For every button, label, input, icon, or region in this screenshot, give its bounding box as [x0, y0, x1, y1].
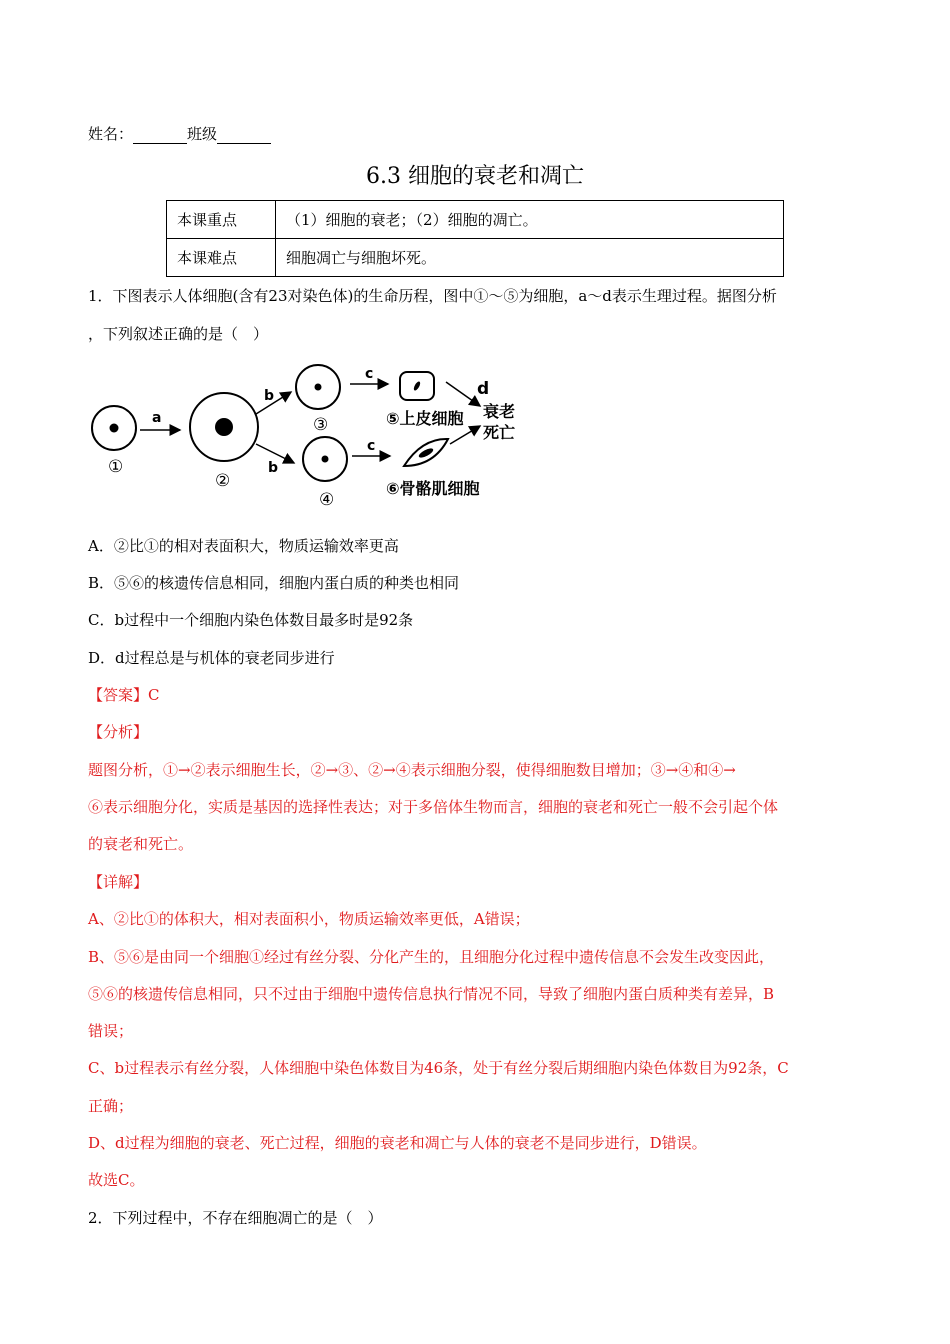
page-title: 6.3 细胞的衰老和凋亡	[366, 164, 584, 189]
outcome-line1: 衰老	[483, 402, 516, 421]
row-content: 细胞凋亡与细胞坏死。	[276, 239, 784, 277]
row-content: （1）细胞的衰老；（2）细胞的凋亡。	[276, 201, 784, 239]
row-label: 本课重点	[167, 201, 276, 239]
analysis-line: 题图分析，①→②表示细胞生长，②→③、②→④表示细胞分裂，使得细胞数目增加；③→④和④→	[88, 761, 736, 779]
q1-stem-line2: ，下列叙述正确的是（ ）	[88, 325, 269, 343]
label-a: a	[152, 410, 162, 426]
detail-line: C、b过程表示有丝分裂，人体细胞中染色体数目为46条，处于有丝分裂后期细胞内染色体数目为92条，C	[88, 1059, 789, 1077]
detail-line: 故选C。	[88, 1171, 145, 1189]
arrow-d-top	[446, 382, 480, 406]
cell-4-label: ④	[319, 490, 335, 508]
detail-line: D、d过程为细胞的衰老、死亡过程，细胞的衰老和凋亡与人体的衰老不是同步进行，D错误。	[88, 1134, 707, 1152]
option-a: A．②比①的相对表面积大，物质运输效率更高	[88, 537, 399, 555]
key-points-table	[166, 200, 784, 277]
table-row	[167, 201, 784, 239]
analysis-heading: 【分析】	[88, 723, 149, 741]
table-row	[167, 239, 784, 277]
q2-stem: 2．下列过程中，不存在细胞凋亡的是（ ）	[88, 1209, 383, 1227]
label-b-bottom: b	[268, 460, 279, 476]
row-label: 本课难点	[167, 239, 276, 277]
name-blank	[133, 128, 187, 144]
skeletal-muscle-cell	[404, 439, 448, 466]
cell-1-label: ①	[108, 457, 124, 477]
outcome-line2: 死亡	[483, 423, 516, 442]
cell-5-label: ⑤上皮细胞	[386, 409, 464, 428]
detail-heading: 【详解】	[88, 873, 149, 891]
name-label: 姓名：	[88, 125, 134, 143]
cell-6-label: ⑥骨骼肌细胞	[386, 479, 480, 498]
detail-line: A、②比①的体积大，相对表面积小，物质运输效率更低，A错误；	[88, 910, 530, 928]
name-class-line	[88, 124, 271, 144]
detail-line: 错误；	[88, 1022, 134, 1040]
detail-line: 正确；	[88, 1097, 134, 1115]
label-b-top: b	[264, 388, 275, 404]
cell-4	[303, 437, 347, 481]
label-c-bottom: c	[367, 438, 376, 454]
cell-life-history-diagram	[88, 360, 538, 508]
analysis-line: ⑥表示细胞分化，实质是基因的选择性表达；对于多倍体生物而言，细胞的衰老和死亡一般不会引起个体	[88, 798, 779, 816]
label-d: d	[477, 379, 490, 399]
detail-line: ⑤⑥的核遗传信息相同，只不过由于细胞中遗传信息执行情况不同，导致了细胞内蛋白质种类有差异，B	[88, 985, 775, 1003]
analysis-line: 的衰老和死亡。	[88, 835, 194, 853]
cell-2	[190, 393, 258, 461]
epithelial-cell	[400, 372, 434, 400]
answer: 【答案】C	[88, 686, 160, 704]
option-d: D．d过程总是与机体的衰老同步进行	[88, 649, 335, 667]
cell-3-label: ③	[313, 415, 329, 435]
option-c: C．b过程中一个细胞内染色体数目最多时是92条	[88, 611, 414, 629]
cell-2-label: ②	[215, 471, 231, 491]
label-c-top: c	[365, 366, 374, 382]
cell-3	[296, 365, 340, 409]
q1-stem-line1: 1．下图表示人体细胞(含有23对染色体)的生命历程，图中①～⑤为细胞，a～d表示生理过程。据图分析	[88, 287, 777, 305]
option-b: B．⑤⑥的核遗传信息相同，细胞内蛋白质的种类也相同	[88, 574, 460, 592]
class-blank	[217, 128, 271, 144]
cell-1	[92, 406, 136, 450]
arrow-d-bottom	[450, 426, 480, 444]
detail-line: B、⑤⑥是由同一个细胞①经过有丝分裂、分化产生的，且细胞分化过程中遗传信息不会发生改变因此，	[88, 948, 775, 966]
class-label: 班级	[187, 125, 218, 143]
